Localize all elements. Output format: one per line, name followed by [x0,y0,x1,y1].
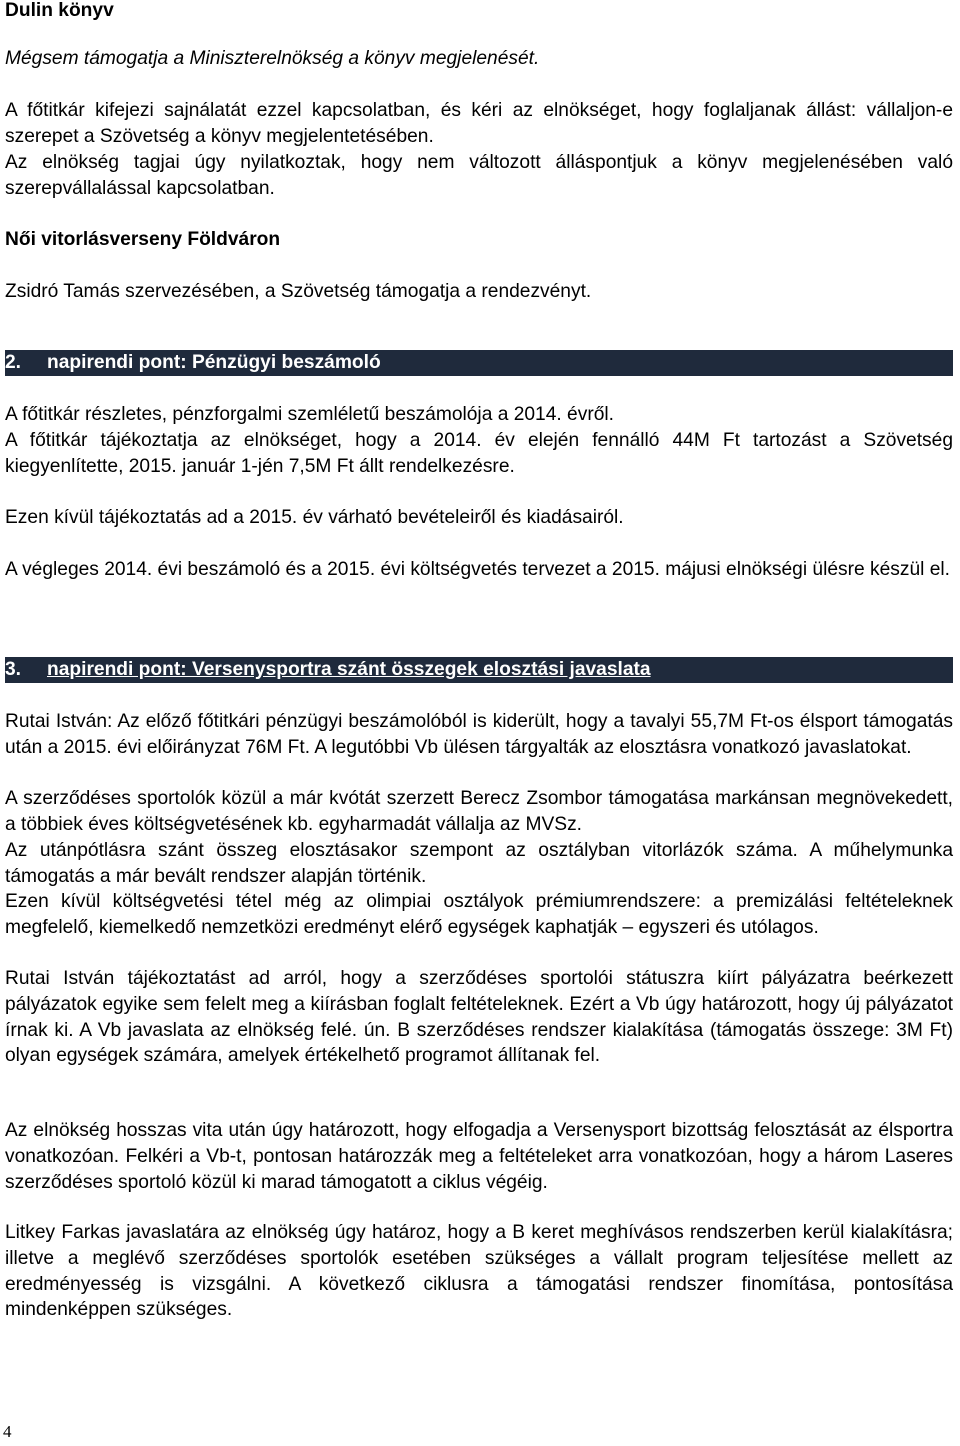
paragraph-elite-sport-budget: Rutai István: Az előző főtitkári pénzügyi beszámolóból is kiderült, hogy a tavalyi 55,7M Ft-os élsport támogatás után a 2015. évi előirányzat 76M Ft. A legutóbbi Vb ülésen tárgyalták az elosztásra vonatkozó javaslatokat. [5,711,953,758]
paragraph-board-decision: Az elnökség hosszas vita után úgy határozott, hogy elfogadja a Versenysport bizottság felosztását az élsportra vonatkozóan. Felkéri a Vb-t, pontosan határozzák meg a feltételeket arra vonatkozóan, hogy a három Laseres szerződéses sportoló közül ki marad támogatott a ciklus végéig. [5,1120,953,1193]
section-subtitle: Mégsem támogatja a Miniszterelnökség a könyv megjelenését. [5,48,540,69]
paragraph-contracted-athletes: A szerződéses sportolók közül a már kvótát szerzett Berecz Zsombor támogatása markánsan megnövekedett, a többiek éves költségvetésének kb. egyharmadát vállalja az MVSz. [5,788,953,835]
agenda-item-2-number: 2. [5,352,22,373]
paragraph-final-budget: A végleges 2014. évi beszámoló és a 2015. évi költségvetés tervezet a 2015. májusi elnökségi ülésre készül el. [5,559,951,580]
paragraph-debt-settled: A főtitkár tájékoztatja az elnökséget, hogy a 2014. év elején fennálló 44M Ft tartozást a Szövetség kiegyenlítette, 2015. január 1-jén 7,5M Ft állt rendelkezésre. [5,430,953,477]
agenda-item-3-header [5,657,953,683]
paragraph-board-statement: Az elnökség tagjai úgy nyilatkoztak, hogy nem változott álláspontjuk a könyv megjelenésében való szerepvállalással kapcsolatban. [5,152,953,199]
paragraph-financial-report: A főtitkár részletes, pénzforgalmi szemléletű beszámolója a 2014. évről. [5,404,614,425]
section-title-womens-regatta: Női vitorlásverseny Földváron [5,229,281,250]
agenda-item-2-header [5,350,953,376]
page-number: 4 [3,1422,12,1441]
paragraph-expected-revenue: Ezen kívül tájékoztatás ad a 2015. év várható bevételeiről és kiadásairól. [5,507,624,528]
paragraph-secretary-regret: A főtitkár kifejezi sajnálatát ezzel kapcsolatban, és kéri az elnökséget, hogy foglaljanak állást: vállaljon-e szerepet a Szövetség a könyv megjelentetésében. [5,100,953,147]
agenda-item-3-title: napirendi pont: Versenysportra szánt összegek elosztási javaslata [47,659,651,680]
agenda-item-3-number: 3. [5,659,22,680]
paragraph-b-frame-proposal: Litkey Farkas javaslatára az elnökség úgy határoz, hogy a B keret meghívásos rendszerben kerül kialakításra; illetve a meglévő szerződéses sportolók esetében szükséges a vállalt program teljesítése mellett az eredményesség is vizsgálni. A következő ciklusra a támogatási rendszer finomítása, pontosítása mindenképpen szükséges. [5,1222,953,1321]
paragraph-youth-distribution: Az utánpótlásra szánt összeg elosztásakor szempont az osztályban vitorlázók száma. A műhelymunka támogatás a már bevált rendszer alapján történik. [5,840,953,887]
paragraph-new-tender: Rutai István tájékoztatást ad arról, hogy a szerződéses sportolói státuszra kiírt pályázatra beérkezett pályázatok egyike sem felelt meg a kiírásban foglalt feltételeknek. Ezért a Vb úgy határozott, hogy új pályázatot írnak ki. A Vb javaslata az elnökség felé. ún. B szerződéses rendszer kialakítása (támogatás összege: 3M Ft) olyan egységek számára, amelyek értékelhető programot állítanak fel. [5,968,953,1067]
paragraph-regatta-support: Zsidró Tamás szervezésében, a Szövetség támogatja a rendezvényt. [5,281,592,302]
paragraph-premium-system: Ezen kívül költségvetési tétel még az olimpiai osztályok prémiumrendszere: a premizálási feltételeknek megfelelő, kiemelkedő nemzetközi eredményt elérő egységek kaphatják – egyszeri és utólagos. [5,891,953,938]
agenda-item-2-title: napirendi pont: Pénzügyi beszámoló [47,352,381,373]
section-title-dulin-book: Dulin könyv [5,0,114,21]
